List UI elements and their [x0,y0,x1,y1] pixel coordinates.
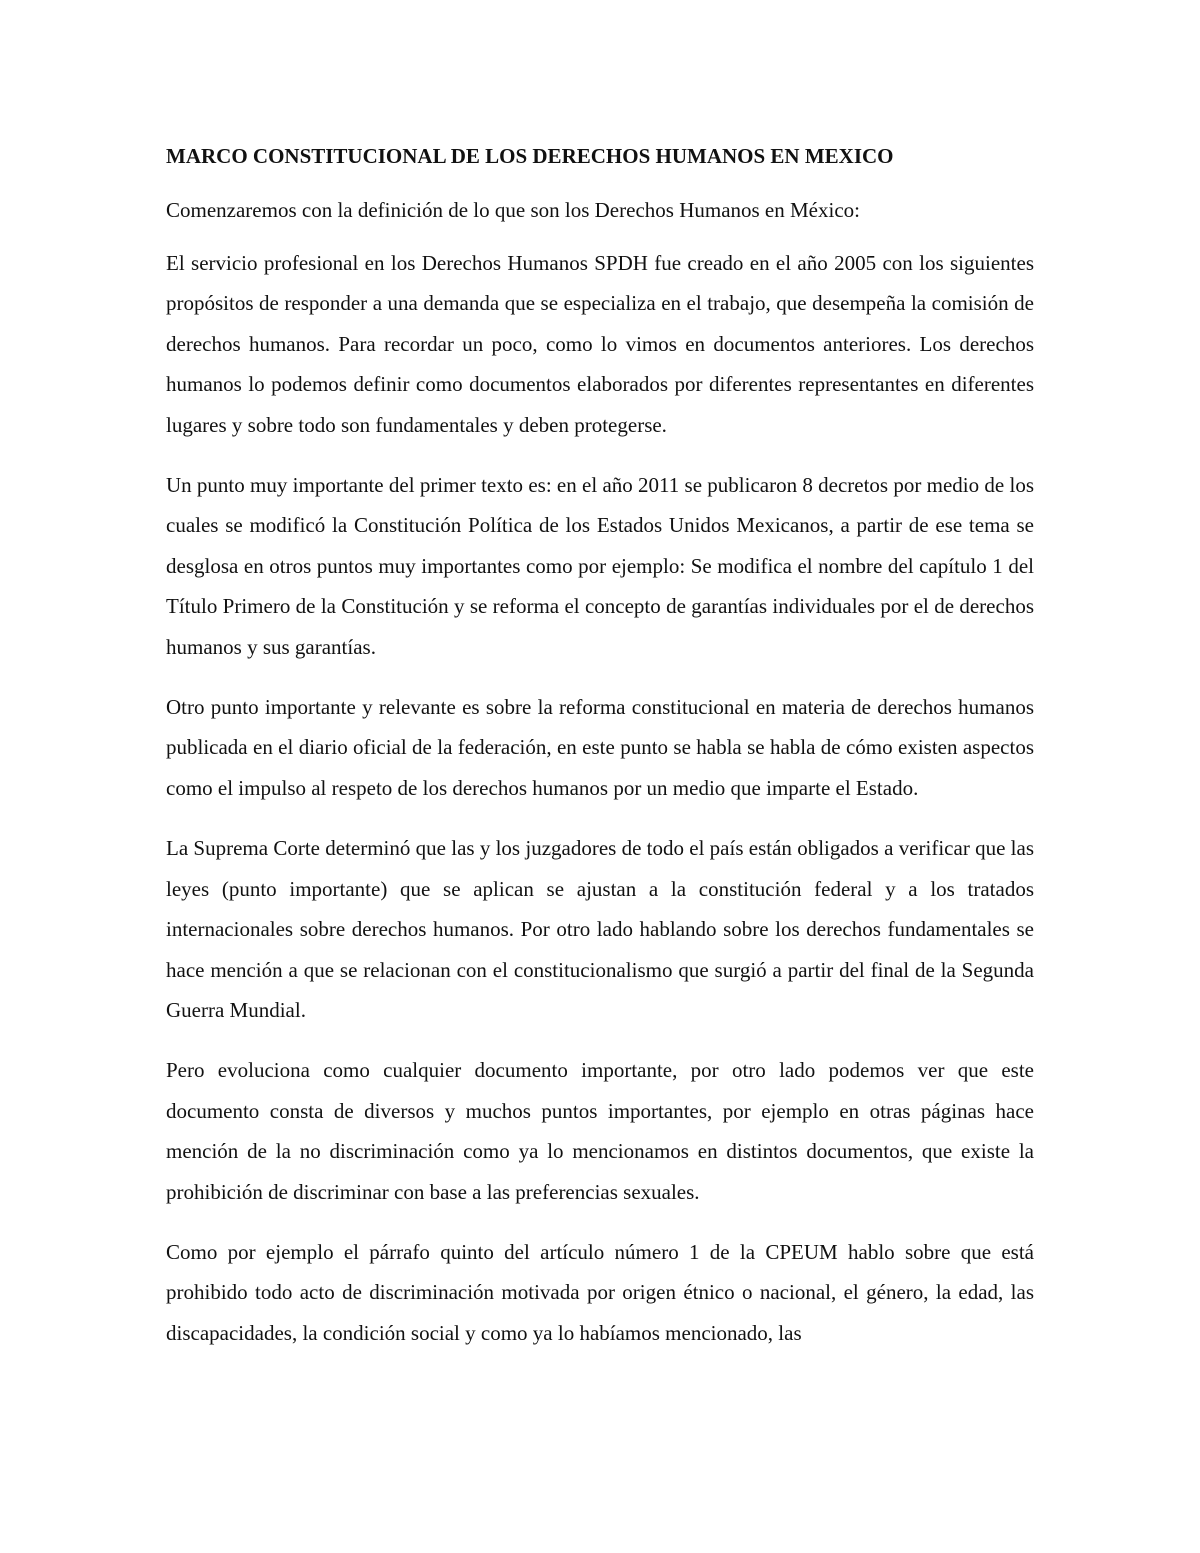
document-title: MARCO CONSTITUCIONAL DE LOS DERECHOS HUMANOS EN MEXICO [166,144,894,168]
document-body [166,141,1034,1373]
paragraph-no-discriminacion: Pero evoluciona como cualquier documento importante, por otro lado podemos ver que este documento consta de diversos y muchos puntos importantes, por ejemplo en otras páginas hace mención de la no discriminación como ya lo mencionamos en distintos documentos, que existe la prohibición de discriminar con base a las preferencias sexuales. [166,1058,1034,1204]
paragraph-spdh: El servicio profesional en los Derechos Humanos SPDH fue creado en el año 2005 con los siguientes propósitos de responder a una demanda que se especializa en el trabajo, que desempeña la comisión de derechos humanos. Para recordar un poco, como lo vimos en documentos anteriores. Los derechos humanos lo podemos definir como documentos elaborados por diferentes representantes en diferentes lugares y sobre todo son fundamentales y deben protegerse. [166,251,1034,437]
paragraph-articulo-1: Como por ejemplo el párrafo quinto del artículo número 1 de la CPEUM hablo sobre que está prohibido todo acto de discriminación motivada por origen étnico o nacional, el género, la edad, las discapacidades, la condición social y como ya lo habíamos mencionado, las [166,1239,1034,1345]
intro-paragraph: Comenzaremos con la definición de lo que son los Derechos Humanos en México: [166,198,860,222]
paragraph-decretos-2011: Un punto muy importante del primer texto es: en el año 2011 se publicaron 8 decretos por medio de los cuales se modificó la Constitución Política de los Estados Unidos Mexicanos, a partir de ese tema se desglosa en otros puntos muy importantes como por ejemplo: Se modifica el nombre del capítulo 1 del Título Primero de la Constitución y se reforma el concepto de garantías individuales por el de derechos humanos y sus garantías. [166,473,1034,659]
paragraph-suprema-corte: La Suprema Corte determinó que las y los juzgadores de todo el país están obligados a verificar que las leyes (punto importante) que se aplican se ajustan a la constitución federal y a los tratados internacionales sobre derechos humanos. Por otro lado hablando sobre los derechos fundamentales se hace mención a que se relacionan con el constitucionalismo que surgió a partir del final de la Segunda Guerra Mundial. [166,836,1034,1022]
paragraph-reforma-constitucional: Otro punto importante y relevante es sobre la reforma constitucional en materia de derechos humanos publicada en el diario oficial de la federación, en este punto se habla se habla de cómo existen aspectos como el impulso al respeto de los derechos humanos por un medio que imparte el Estado. [166,695,1034,800]
